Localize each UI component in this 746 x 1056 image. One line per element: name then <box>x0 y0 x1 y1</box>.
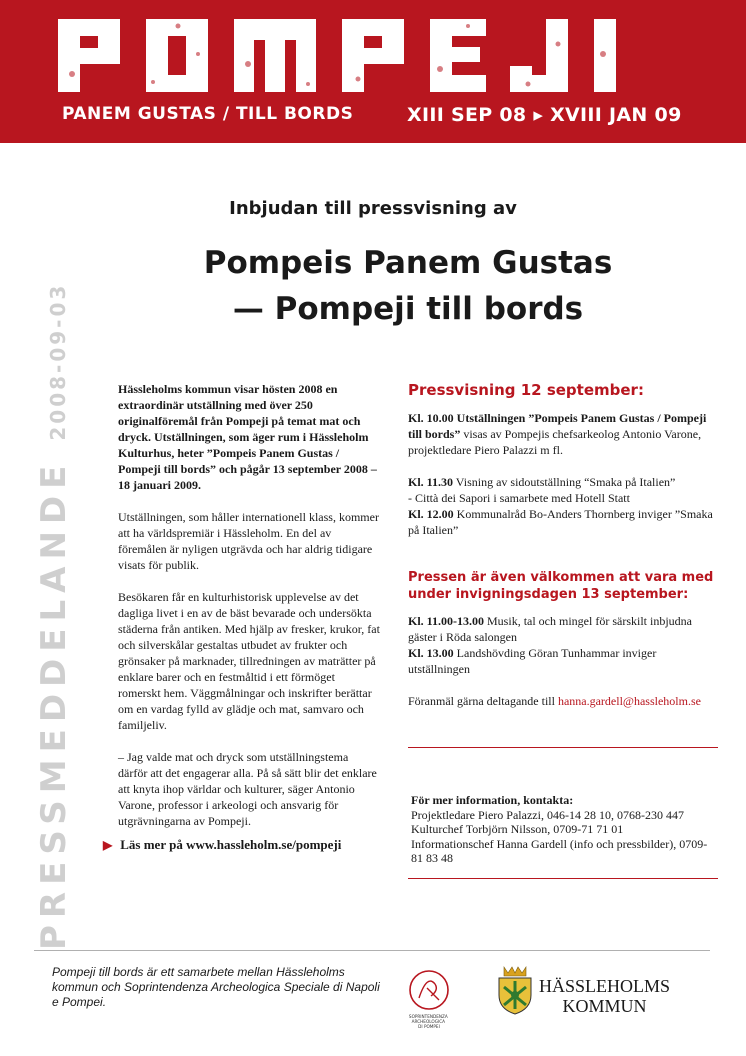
page-title <box>0 240 746 332</box>
banner-dates: XIII SEP 08 ▸ XVIII JAN 09 <box>407 104 682 126</box>
document-type: PRESSMEDDELANDE <box>34 458 74 950</box>
schedule-time: Kl. 13.00 <box>408 646 454 660</box>
paragraph: Utställningen, som håller internationell klass, kommer att ha världspremiär i Hässleholm. En del av föremålen är nyligen utgrävda och har aldrig tidigare visats för publik. <box>118 510 379 572</box>
schedule-item <box>408 474 718 490</box>
email-link[interactable]: hanna.gardell@hassleholm.se <box>557 694 701 708</box>
lead-paragraph: Hässleholms kommun visar hösten 2008 en extraordinär utställning med över 250 originalföremål från Pompeji på temat mat och dryck. Utställningen, som äger rum i Hässleholm Kulturhus, heter ”Pompeis Panem Gustas / Pompeji till bords” och pågår 13 september 2008 – 18 januari 2009. <box>118 382 377 492</box>
document-date: 2008-09-03 <box>46 282 70 441</box>
invite-line: Inbjudan till pressvisning av <box>229 198 517 219</box>
schedule-desc: Visning av sidoutställning “Smaka på Italien” <box>453 475 676 489</box>
quote-paragraph: – Jag valde mat och dryck som utställningstema därför att det engagerar alla. På så sätt blir det enklare att knyta ihop världar och kulturer, säger Antonio Varone, professor i arkeologi och ansvarig för utgrävningarna av Pompeji. <box>118 750 377 828</box>
coat-of-arms-icon <box>496 965 534 1015</box>
vertical-label <box>34 283 74 950</box>
banner-subtitle: PANEM GUSTAS / TILL BORDS <box>62 104 354 124</box>
read-more-link[interactable] <box>103 837 341 853</box>
contact-block <box>411 793 716 866</box>
schedule-item <box>408 613 718 645</box>
schedule-time: Kl. 12.00 <box>408 507 454 521</box>
read-more-text[interactable]: Läs mer på www.hassleholm.se/pompeji <box>120 837 342 852</box>
body-text-column <box>118 381 380 845</box>
schedule-item <box>408 410 718 458</box>
schedule-column <box>408 381 718 709</box>
pompeji-logo <box>58 14 698 94</box>
opening-day-heading: Pressen är även välkommen att vara med under invigningsdagen 13 september: <box>408 570 714 602</box>
paragraph: Besökaren får en kulturhistorisk upplevelse av det dagliga livet i en av de bäst bevarade och undersökta städerna från antiken. Med hjälp av fresker, krukor, fat och silverskålar gestaltas utbudet av frukter och grönsaker på marknader, tillredningen av maträtter på enklare barer och en festmåltid i ett förmöget romerskt hem. Väggmålningar och inskrifter berättar om en vardag fylld av glädje och mat, samvaro och familjeliv. <box>118 590 380 732</box>
kommun-logo-text <box>539 976 670 1016</box>
contact-line: Kulturchef Torbjörn Nilsson, 0709-71 71 01 <box>411 822 624 836</box>
schedule-desc-cont: - Città dei Sapori i samarbete med Hotell Statt <box>408 491 630 505</box>
signup-line <box>408 693 718 709</box>
schedule-time: Kl. 11.00-13.00 <box>408 614 485 628</box>
footer-note: Pompeji till bords är ett samarbete mellan Hässleholms kommun och Soprintendenza Archeologica Speciale di Napoli e Pompei. <box>52 965 380 1009</box>
soprintendenza-logo <box>405 966 453 1036</box>
schedule-desc: Kommunalråd Bo-Anders Thornberg inviger ”Smaka på Italien” <box>408 507 713 537</box>
divider <box>408 747 718 748</box>
schedule-desc: visas av Pompejis chefsarkeolog Antonio Varone, projektledare Piero Palazzi m fl. <box>408 427 702 457</box>
schedule-time: Kl. 11.30 <box>408 475 454 489</box>
schedule-desc: Landshövding Göran Tunhammar inviger utställningen <box>408 646 657 676</box>
contact-line: Projektledare Piero Palazzi, 046-14 28 10, 0768-230 447 <box>411 807 684 822</box>
kommun-line-1: HÄSSLEHOLMS <box>539 976 671 996</box>
title-line-2: — Pompeji till bords <box>232 291 584 327</box>
arrow-right-icon: ▶ <box>103 838 113 852</box>
press-viewing-heading: Pressvisning 12 september: <box>408 381 644 399</box>
title-line-1: Pompeis Panem Gustas <box>203 245 613 281</box>
kommun-line-2: KOMMUN <box>562 996 647 1016</box>
banner-subtitle-row <box>62 104 702 124</box>
contact-line: Informationschef Hanna Gardell (info och pressbilder), 0709-81 83 48 <box>411 836 708 865</box>
schedule-time: Kl. 10.00 Utställningen ”Pompeis Panem Gustas / Pompeji till bords” <box>408 411 707 441</box>
header-banner <box>0 0 746 143</box>
schedule-item <box>408 506 718 538</box>
signup-text: Föranmäl gärna deltagande till <box>408 694 558 708</box>
contact-heading: För mer information, kontakta: <box>411 793 574 807</box>
soprintendenza-logo-text: SOPRINTENDENZA ARCHEOLOGICA DI POMPEI <box>408 1014 448 1029</box>
schedule-desc: Musik, tal och mingel för särskilt inbjudna gäster i Röda salongen <box>408 614 692 644</box>
footer-divider <box>34 950 710 951</box>
schedule-item <box>408 645 718 677</box>
divider <box>408 878 718 879</box>
